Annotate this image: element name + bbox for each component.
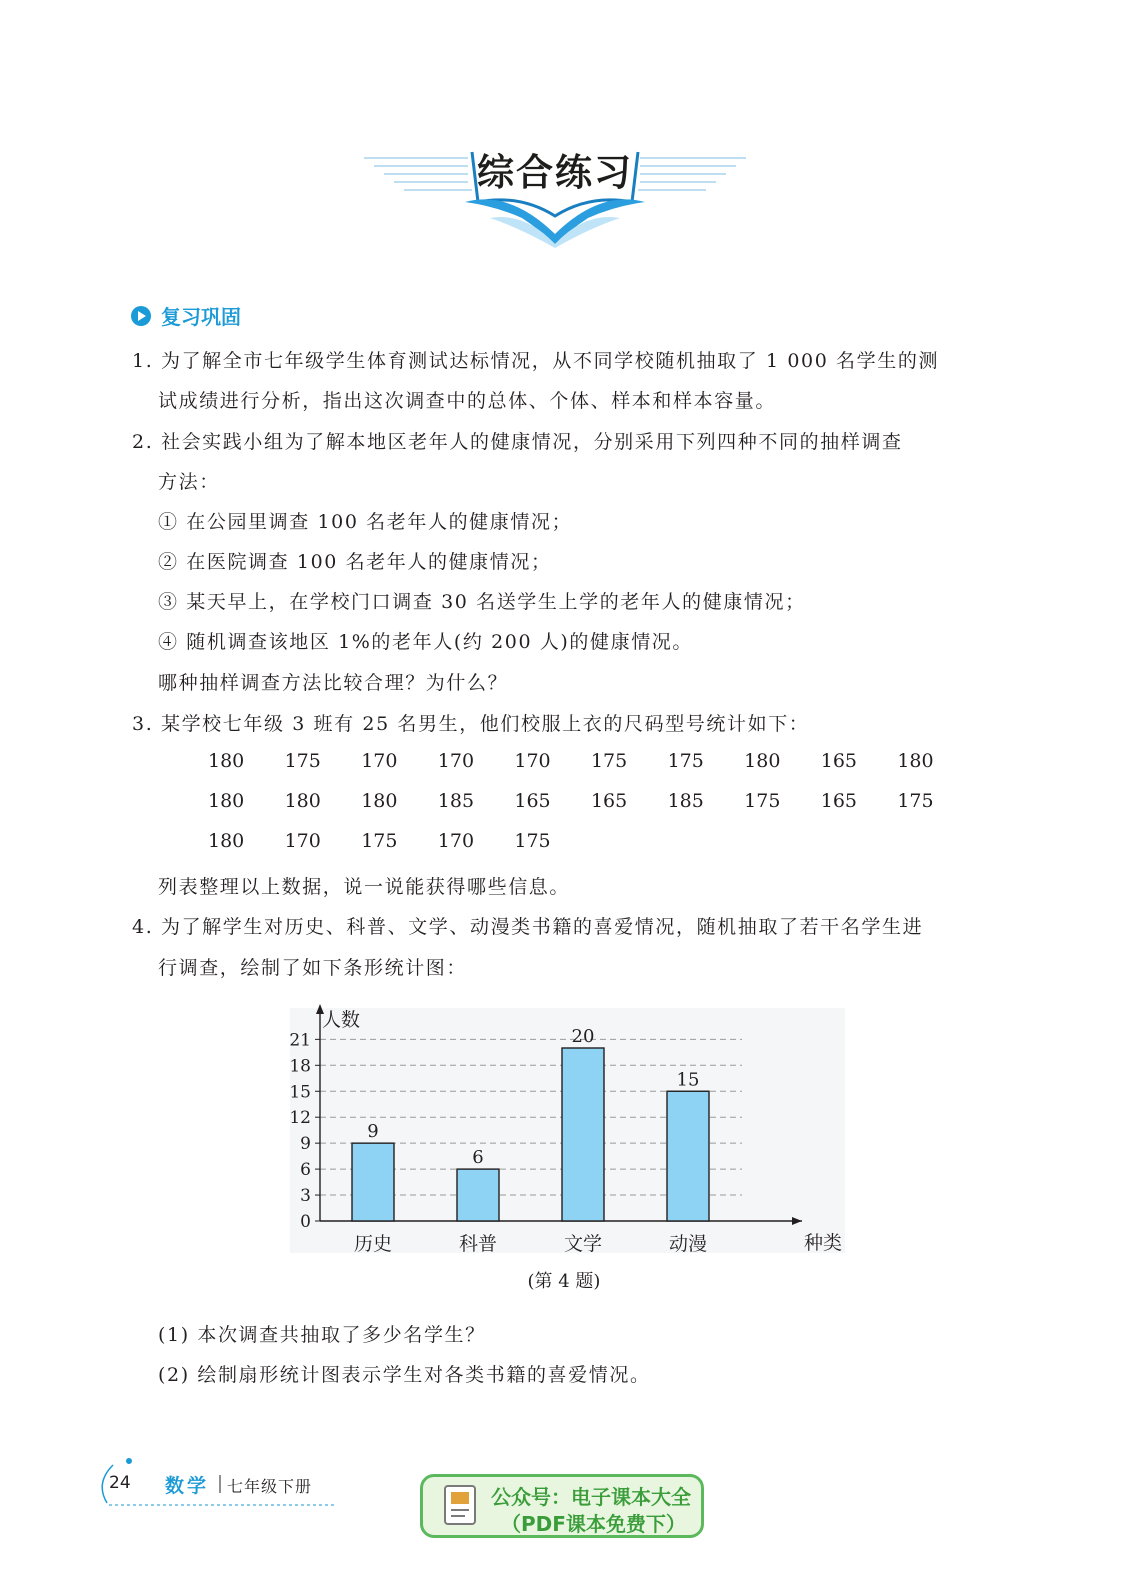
q4-line1: 4. 为了解学生对历史、科普、文学、动漫类书籍的喜爱情况，随机抽取了若干名学生进 <box>132 916 924 938</box>
bar <box>352 1143 394 1221</box>
q2-line1: 2. 社会实践小组为了解本地区老年人的健康情况，分别采用下列四种不同的抽样调查 <box>132 431 903 453</box>
q3-question: 列表整理以上数据，说一说能获得哪些信息。 <box>158 876 571 898</box>
data-cell: 175 <box>284 750 321 772</box>
y-tick-label: 21 <box>289 1030 311 1051</box>
x-axis-label: 种类 <box>804 1232 843 1254</box>
book-icon <box>435 1480 485 1534</box>
data-cell: 175 <box>514 830 551 852</box>
data-cell: 170 <box>284 830 321 852</box>
q3-data-row <box>208 830 591 852</box>
bar <box>562 1048 604 1221</box>
page-footer <box>95 1455 345 1515</box>
figure-caption: (第 4 题) <box>527 1271 601 1292</box>
q3-data-row <box>208 750 974 772</box>
data-cell: 175 <box>744 790 781 812</box>
data-cell: 175 <box>590 750 628 772</box>
q4-line2: 行调查，绘制了如下条形统计图： <box>158 957 468 979</box>
category-label: 动漫 <box>668 1233 708 1255</box>
data-cell: 180 <box>361 790 398 812</box>
watermark-line2: （PDF课本免费下） <box>501 1512 686 1536</box>
q2-option-1: ① 在公园里调查 100 名老年人的健康情况； <box>158 511 573 533</box>
data-cell: 165 <box>820 750 858 772</box>
category-label: 文学 <box>563 1233 603 1255</box>
bar-chart <box>270 1000 870 1260</box>
page-title: 综合练习 <box>477 150 633 194</box>
q3-data-row <box>208 790 974 812</box>
q1-line2: 试成绩进行分析，指出这次调查中的总体、个体、样本和样本容量。 <box>158 390 777 412</box>
watermark-line1: 公众号：电子课本大全 <box>491 1485 691 1509</box>
data-cell: 185 <box>437 790 475 812</box>
data-label: 20 <box>571 1026 595 1047</box>
data-cell: 180 <box>208 830 245 852</box>
data-cell: 175 <box>361 830 398 852</box>
q4-sub2: (2) 绘制扇形统计图表示学生对各类书籍的喜爱情况。 <box>158 1364 651 1386</box>
subject-label: 数学 <box>165 1475 210 1497</box>
section-title: 复习巩固 <box>161 305 241 329</box>
data-label: 6 <box>472 1147 484 1169</box>
q2-line2: 方法： <box>158 471 220 493</box>
q2-option-2: ② 在医院调查 100 名老年人的健康情况； <box>158 551 552 573</box>
title-banner <box>360 140 750 250</box>
y-tick-label: 0 <box>300 1212 311 1232</box>
data-cell: 170 <box>437 830 475 852</box>
y-tick-label: 9 <box>300 1134 311 1155</box>
data-cell: 175 <box>897 790 934 812</box>
data-label: 15 <box>676 1069 700 1091</box>
watermark-badge <box>420 1474 704 1538</box>
q1-line1: 1. 为了解全市七年级学生体育测试达标情况，从不同学校随机抽取了 1 000 名学生的测 <box>132 350 940 372</box>
bar <box>457 1169 499 1221</box>
data-cell: 180 <box>284 790 321 812</box>
y-axis-label: 人数 <box>322 1009 361 1031</box>
page-number: 24 <box>109 1473 131 1493</box>
bar <box>667 1091 709 1221</box>
y-tick-label: 6 <box>300 1160 311 1181</box>
category-label: 科普 <box>458 1233 498 1255</box>
data-label: 9 <box>367 1121 379 1143</box>
y-tick-label: 12 <box>289 1108 311 1129</box>
q3-line1: 3. 某学校七年级 3 班有 25 名男生，他们校服上衣的尺码型号统计如下： <box>132 713 810 735</box>
data-cell: 170 <box>514 750 551 772</box>
q4-sub1: (1) 本次调查共抽取了多少名学生？ <box>158 1324 486 1346</box>
section-header <box>130 301 241 330</box>
data-cell: 165 <box>514 790 551 812</box>
q2-question: 哪种抽样调查方法比较合理？为什么？ <box>158 672 509 694</box>
data-cell: 165 <box>590 790 628 812</box>
data-cell: 180 <box>208 790 245 812</box>
y-tick-label: 15 <box>289 1082 311 1103</box>
data-cell: 170 <box>437 750 475 772</box>
y-tick-label: 18 <box>289 1056 311 1077</box>
y-tick-label: 3 <box>300 1186 311 1207</box>
q2-option-4: ④ 随机调查该地区 1%的老年人(约 200 人)的健康情况。 <box>158 631 693 653</box>
category-label: 历史 <box>353 1233 393 1255</box>
data-cell: 170 <box>361 750 398 772</box>
grade-label: 七年级下册 <box>227 1477 313 1496</box>
data-cell: 175 <box>667 750 704 772</box>
data-cell: 165 <box>820 790 858 812</box>
play-icon <box>130 305 152 327</box>
data-cell: 180 <box>744 750 781 772</box>
data-cell: 180 <box>897 750 934 772</box>
q2-option-3: ③ 某天早上，在学校门口调查 30 名送学生上学的老年人的健康情况； <box>158 591 806 613</box>
data-cell: 180 <box>208 750 245 772</box>
data-cell: 185 <box>667 790 704 812</box>
